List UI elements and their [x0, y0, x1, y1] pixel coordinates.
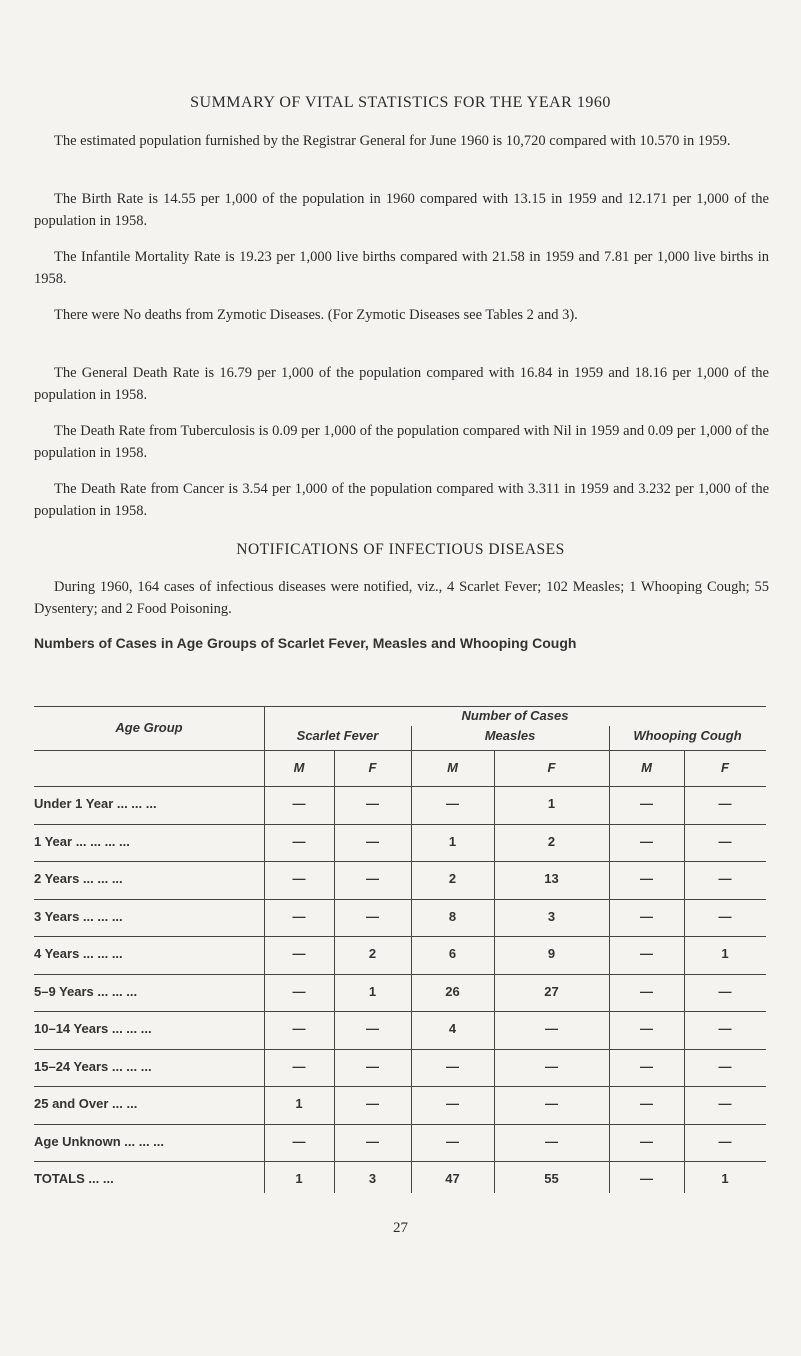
case-count-cell: 1: [368, 983, 377, 999]
paragraph-notifications: During 1960, 164 cases of infectious diseases were notified, viz., 4 Scarlet Fever; 102 Measles; 1 Whooping Cough; 55 Dysentery; and 2 Food Poisoning.: [34, 579, 769, 617]
case-count-cell: —: [366, 833, 379, 849]
case-count-cell: 2: [368, 946, 377, 961]
row-divider: [34, 861, 766, 862]
sex-header: M: [447, 760, 458, 775]
page-title: SUMMARY OF VITAL STATISTICS FOR THE YEAR 1960: [190, 94, 611, 111]
case-count-cell: 8: [448, 908, 457, 924]
whooping-cough-header: Whooping Cough: [633, 728, 742, 743]
age-group-label: 5–9 Years ... ... ...: [34, 983, 138, 999]
case-count-cell: —: [366, 908, 379, 924]
paragraph-infant-mortality: The Infantile Mortality Rate is 19.23 per 1,000 live births compared with 21.58 in 1959 and 7.81 per 1,000 live births in 1958.: [34, 249, 769, 287]
row-divider: [34, 974, 766, 975]
case-count-cell: —: [446, 1096, 459, 1111]
case-count-cell: —: [545, 1021, 558, 1036]
case-count-cell: —: [640, 871, 653, 886]
case-count-cell: —: [718, 871, 732, 886]
case-count-cell: 26: [445, 983, 460, 999]
case-count-cell: —: [366, 1021, 379, 1036]
case-count-cell: —: [292, 946, 306, 961]
paragraph-population: The estimated population furnished by the Registrar General for June 1960 is 10,720 compared with 10.570 in 1959.: [54, 133, 731, 149]
paragraph-zymotic: There were No deaths from Zymotic Diseases. (For Zymotic Diseases see Tables 2 and 3).: [54, 307, 578, 323]
age-group-label: 15–24 Years ... ... ...: [34, 1058, 152, 1074]
age-group-label: 10–14 Years ... ... ...: [34, 1021, 152, 1036]
measles-header: Measles: [484, 728, 536, 743]
cases-table: [34, 706, 766, 1186]
column-divider: [684, 750, 685, 1193]
paragraph-tuberculosis: The Death Rate from Tuberculosis is 0.09 per 1,000 of the population compared with Nil in 1959 and 0.09 per 1,000 of the population in 1958.: [34, 423, 769, 461]
case-count-cell: —: [640, 908, 653, 924]
case-count-cell: 1: [721, 946, 729, 961]
column-divider: [609, 750, 610, 1193]
case-count-cell: 1: [721, 1171, 729, 1186]
age-group-header: Age Group: [115, 720, 183, 735]
sex-header: F: [368, 760, 377, 775]
case-count-cell: 3: [368, 1171, 377, 1186]
case-count-cell: —: [640, 1096, 653, 1111]
case-count-cell: 1: [295, 1171, 303, 1186]
column-divider: [264, 750, 265, 1193]
case-count-cell: —: [640, 983, 653, 999]
row-divider: [34, 1124, 766, 1125]
case-count-cell: —: [366, 871, 379, 886]
case-count-cell: —: [640, 946, 653, 961]
case-count-cell: —: [718, 1133, 732, 1149]
case-count-cell: —: [718, 796, 732, 811]
sex-header: F: [721, 760, 729, 775]
row-divider: [34, 936, 766, 937]
age-group-label: 2 Years ... ... ...: [34, 871, 123, 886]
case-count-cell: 2: [448, 871, 457, 886]
case-count-cell: 9: [547, 946, 556, 961]
case-count-cell: —: [292, 796, 306, 811]
totals-label: TOTALS ... ...: [34, 1171, 114, 1186]
case-count-cell: —: [640, 796, 653, 811]
case-count-cell: —: [718, 833, 732, 849]
case-count-cell: 1: [448, 833, 457, 849]
case-count-cell: —: [446, 796, 459, 811]
case-count-cell: —: [640, 1171, 653, 1186]
age-group-label: 3 Years ... ... ...: [34, 908, 123, 924]
column-divider: [334, 750, 335, 1193]
case-count-cell: —: [640, 1133, 653, 1149]
case-count-cell: —: [292, 1058, 306, 1074]
case-count-cell: 13: [544, 871, 559, 886]
case-count-cell: —: [292, 1021, 306, 1036]
case-count-cell: —: [545, 1058, 558, 1074]
case-count-cell: —: [718, 1096, 732, 1111]
case-count-cell: —: [545, 1133, 558, 1149]
age-group-label: Age Unknown ... ... ...: [34, 1133, 165, 1149]
paragraph-death-rate: The General Death Rate is 16.79 per 1,000 of the population compared with 16.84 in 1959 and 18.16 per 1,000 of the population in 1958.: [34, 365, 769, 403]
case-count-cell: —: [292, 1133, 306, 1149]
page-number: 27: [393, 1220, 408, 1236]
case-count-cell: —: [718, 983, 732, 999]
case-count-cell: —: [718, 1021, 732, 1036]
case-count-cell: 27: [544, 983, 559, 999]
case-count-cell: —: [366, 1133, 379, 1149]
column-divider: [411, 750, 412, 1193]
row-divider: [34, 1049, 766, 1050]
age-group-label: 4 Years ... ... ...: [34, 946, 123, 961]
case-count-cell: —: [640, 833, 653, 849]
number-of-cases-header: Number of Cases: [461, 708, 569, 723]
case-count-cell: —: [446, 1133, 459, 1149]
case-count-cell: —: [640, 1021, 653, 1036]
paragraph-birth-rate: The Birth Rate is 14.55 per 1,000 of the population in 1960 compared with 13.15 in 1959 and 12.171 per 1,000 of the population in 1958.: [34, 191, 769, 229]
case-count-cell: —: [446, 1058, 459, 1074]
age-group-label: 25 and Over ... ...: [34, 1096, 138, 1111]
row-divider: [34, 1086, 766, 1087]
case-count-cell: —: [640, 1058, 653, 1074]
sex-header: M: [641, 760, 652, 775]
case-count-cell: 47: [445, 1171, 460, 1186]
scarlet-fever-header: Scarlet Fever: [296, 728, 379, 743]
row-divider: [34, 1161, 766, 1162]
case-count-cell: 1: [547, 796, 556, 811]
paragraph-cancer: The Death Rate from Cancer is 3.54 per 1,000 of the population compared with 3.311 in 1959 and 3.232 per 1,000 of the population in 1958.: [34, 481, 769, 519]
case-count-cell: —: [292, 908, 306, 924]
case-count-cell: 55: [544, 1171, 559, 1186]
case-count-cell: —: [718, 908, 732, 924]
case-count-cell: —: [292, 833, 306, 849]
case-count-cell: 6: [448, 946, 457, 961]
row-divider: [34, 899, 766, 900]
column-divider: [494, 750, 495, 1193]
case-count-cell: —: [545, 1096, 558, 1111]
row-divider: [34, 824, 766, 825]
case-count-cell: 3: [547, 908, 556, 924]
case-count-cell: —: [718, 1058, 732, 1074]
case-count-cell: 4: [448, 1021, 457, 1036]
age-group-label: 1 Year ... ... ... ...: [34, 833, 130, 849]
case-count-cell: 2: [547, 833, 556, 849]
case-count-cell: 1: [295, 1096, 303, 1111]
table-caption: Numbers of Cases in Age Groups of Scarlet Fever, Measles and Whooping Cough: [34, 635, 577, 651]
case-count-cell: —: [292, 983, 306, 999]
sex-header: F: [547, 760, 556, 775]
age-group-label: Under 1 Year ... ... ...: [34, 796, 157, 811]
case-count-cell: —: [366, 1096, 379, 1111]
row-divider: [34, 1011, 766, 1012]
case-count-cell: —: [366, 1058, 379, 1074]
section-heading: NOTIFICATIONS OF INFECTIOUS DISEASES: [236, 541, 565, 558]
case-count-cell: —: [292, 871, 306, 886]
case-count-cell: —: [366, 796, 379, 811]
sex-header: M: [293, 760, 305, 775]
